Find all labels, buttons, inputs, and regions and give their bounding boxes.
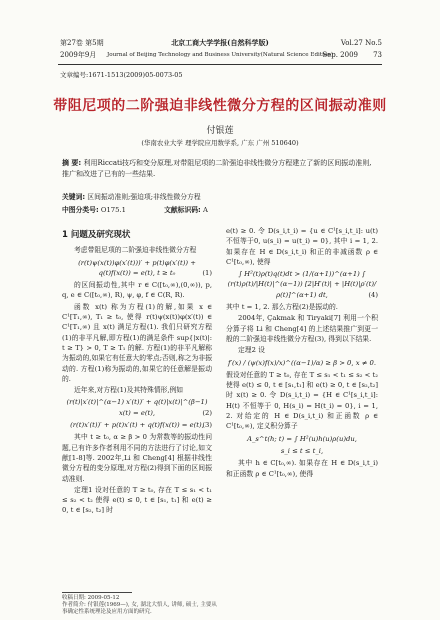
author-bio: 作者简介: 付银莲(1969—), 女, 湖北大悟人, 讲师, 硕士, 主要从事确定性系统理论及应用方面的研究. bbox=[62, 602, 217, 615]
paragraph: 其中 h ∈ C[t₀,∞). 如果存在 H ∈ D(s_i,t_i) 和正函数 ρ ∈ C¹[t₀,∞), 使得 bbox=[226, 459, 378, 478]
paragraph: 2004年, Çakmak 和 Tiryaki[7] 利用一个积分算子将 Li 和 Cheng[4] 的上述结果推广到更一般的二阶强迫非线性微分方程(3), 得到以下结果. bbox=[226, 314, 378, 343]
paragraph: 函数 x(t) 称为方程(1)的解,如果 x ∈ C¹[T₁,∞), T₁ ≥ t₀, 使得 r(t)ψ(x(t))φ(x′(t)) ∈ C¹[T₁,∞) 且 x(t) 满足方程(1). 我们只研究方程(1)的非平凡解,即方程(1)的满足条件 sup{|x(t)|: t ≥ T} > 0, T ≥ T₁ 的解. 方程(1)的非平凡解称为振动的,如果它有任意大的零点;否则,称之为非振动的. 方程(1)称为振动的,如果它的任意解是振动的. bbox=[62, 302, 212, 383]
paragraph: 假设对任意的 T ≥ t₀, 存在 T ≤ s₁ < t₁ ≤ s₂ < t₂ 使得 e(t) ≤ 0, t ∈ [s₁,t₁] 和 e(t) ≥ 0, t ∈ [s₂,t₂] 时 x(t) ≥ 0. 令 D(s_i,t_i) = {H ∈ C¹[s_i,t_i]: H(t) 不恒等于 0, H(s_i) = H(t_i) = 0}, i = 1, 2. 对给定的 H ∈ D(s_i,t_i) 和正函数 ρ ∈ C¹[t₀,∞), 定义积分算子 bbox=[226, 370, 378, 431]
received-date: 收稿日期: 2009-05-12 bbox=[62, 595, 120, 601]
paragraph: 考虑带阻尼项的二阶强迫非线性微分方程 bbox=[74, 246, 197, 255]
equation-number: (3) bbox=[202, 421, 212, 430]
paragraph: 近年来,对方程(1)及其特殊情形,例如 bbox=[74, 386, 184, 395]
header-volume-en: Vol.27 No.5 bbox=[340, 39, 382, 47]
paragraph: 其中 t = 1, 2. 那么方程(2)是振动的. bbox=[226, 303, 338, 312]
author-name: 付银莲 bbox=[206, 126, 234, 136]
header-rule bbox=[58, 64, 382, 65]
equation-text: (r(t)x′(t))′ + p(t)x′(t) + q(t)f(x(t)) = e(t), bbox=[70, 421, 204, 430]
running-header bbox=[0, 38, 440, 64]
section-heading: 1 问题及研究现状 bbox=[62, 230, 131, 240]
equation-number: (2) bbox=[202, 408, 212, 417]
equation-text: ∫ H²(t)ρ(t)q(t)dt > (1/(α+1))^(α+1) ∫ (r(t)ρ(t)/|H(t)|^(α−1)) [2|H′(t)| + |H(t)|ρ′(t)/ρ(t)]^(α+1) dt, bbox=[227, 270, 377, 299]
equation-number: (1) bbox=[202, 268, 212, 277]
header-date-en: Sep. 2009 bbox=[322, 51, 358, 59]
paragraph: 的区间振动性,其中 r ∈ C([t₀,∞),(0,∞)), p, q, e ∈ C([t₀,∞), R), ψ, φ, f ∈ C(R, R). bbox=[62, 281, 212, 300]
equation-1 bbox=[62, 258, 212, 279]
doc-code-value: A bbox=[202, 206, 208, 214]
keywords-label: 关键词: bbox=[62, 193, 86, 201]
equation-2 bbox=[62, 397, 212, 418]
paragraph: e(t) ≥ 0. 令 D(s_i,t_i) = {u ∈ C¹[s_i,t_i]: u(t) 不恒等于0, u(s_i) = u(t_i) = 0}, 其中 i = 1, 2. 如果存在 H ∈ D(s_i,t_i) 和正的非减函数 ρ ∈ C¹[t₀,∞), 使得 bbox=[226, 227, 378, 266]
equation-3 bbox=[62, 420, 212, 430]
equation-6: A_s^t(h; t) = ∫ H²(u)h(u)ρ(u)du, bbox=[247, 434, 357, 443]
header-journal-cn: 北京工商大学学报(自然科学版) bbox=[171, 38, 269, 47]
doc-code-label: 文献标识码: bbox=[164, 206, 201, 214]
equation-5: f′(x) / (ψ(x)f(x)/x)^((α−1)/α) ≥ β > 0, x ≠ 0. bbox=[227, 358, 377, 367]
left-column bbox=[62, 226, 212, 586]
header-volume: 第27卷 第5期 bbox=[60, 39, 104, 47]
equation-number: (4) bbox=[368, 290, 378, 299]
equation-text: (r(t)|x′(t)|^(α−1) x′(t))′ + q(t)|x(t)|^(β−1) x(t) = e(t), bbox=[66, 398, 208, 417]
theorem-1: 定理1 设对任意的 T ≥ t₀, 存在 T ≤ s₁ < t₁ ≤ s₂ < t₂ 使得 e(t) ≤ 0, t ∈ [s₁, t₁] 和 e(t) ≥ 0, t ∈ [s₂, t₂] 时 bbox=[62, 485, 212, 515]
abstract bbox=[62, 158, 378, 180]
author-affiliation: (华南农业大学 理学院应用数学系, 广东 广州 510640) bbox=[141, 139, 299, 147]
keywords-text: 区间振动准则;强迫项;非线性微分方程 bbox=[87, 193, 201, 201]
clc-value: O175.1 bbox=[100, 206, 126, 214]
keywords bbox=[62, 192, 378, 202]
footnote-rule bbox=[62, 592, 132, 593]
header-page-number: 73 bbox=[373, 51, 382, 59]
article-number: 文章编号:1671-1513(2009)05-0073-05 bbox=[60, 71, 183, 79]
paragraph: 其中 t ≥ t₀, α ≥ β > 0 为常数等的振动性问题,已有许多作者利用不同的方法进行了讨论,如文献[1-8]等. 2002年,Li 和 Cheng[4] 根据非线性微分方程的变分原理,对方程(2)得到下面的区间振动准则. bbox=[62, 433, 212, 483]
equation-text: (r(t)ψ(x(t))φ(x′(t)))′ + p(t)φ(x′(t)) + q(t)f(x(t)) = e(t), t ≥ t₀ bbox=[78, 258, 196, 277]
article-title: 带阻尼项的二阶强迫非线性微分方程的区间振动准则 bbox=[53, 98, 387, 114]
clc-label: 中图分类号: bbox=[62, 206, 99, 214]
classification bbox=[62, 205, 378, 215]
header-date-cn: 2009年9月 bbox=[60, 51, 97, 59]
header-journal-en: Journal of Beijing Technology and Business University(Natural Science Edition) bbox=[106, 52, 334, 58]
right-column bbox=[226, 226, 378, 586]
footnote bbox=[62, 595, 222, 616]
abstract-text: 利用Riccati技巧和变分原理,对带阻尼项的二阶强迫非线性微分方程建立了新的区间振动准则,推广和改进了已有的一些结果. bbox=[62, 159, 372, 178]
equation-4 bbox=[226, 269, 378, 300]
equation-6-condition: s_i ≤ t ≤ t_i, bbox=[280, 446, 324, 455]
theorem-2: 定理2 设 bbox=[238, 346, 265, 355]
abstract-label: 摘 要: bbox=[62, 159, 82, 167]
